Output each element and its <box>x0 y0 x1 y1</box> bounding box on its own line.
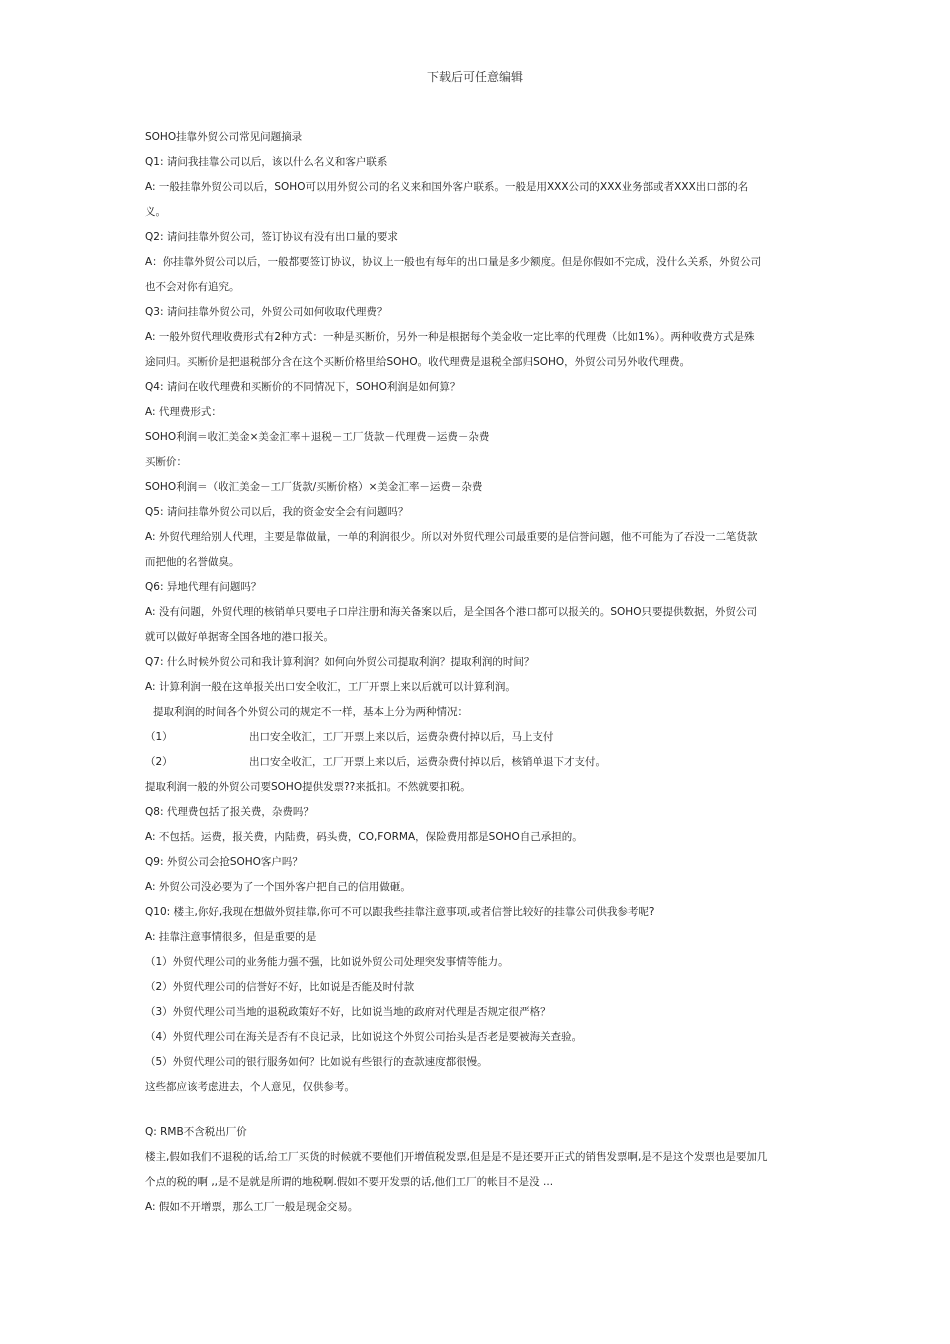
question-8: Q8: 代理费包括了报关费，杂费吗？ <box>145 806 314 818</box>
answer-4-line-3: 买断价： <box>145 456 187 468</box>
question-6: Q6: 异地代理有问题吗？ <box>145 581 262 593</box>
answer-10-point-2: （2）外贸代理公司的信誉好不好，比如说是否能及时付款 <box>145 981 415 993</box>
answer-8: A: 不包括。运费，报关费，内陆费，码头费，CO,FORMA，保险费用都是SOHO自己承担的。 <box>145 831 583 843</box>
document-body <box>145 128 809 1223</box>
answer-3-line-1: A: 一般外贸代理收费形式有2种方式：一种是买断价，另外一种是根据每个美金收一定比率的代理费（比如1%）。两种收费方式是殊 <box>145 331 755 343</box>
answer-4-line-1: A: 代理费形式： <box>145 406 222 418</box>
question-5: Q5: 请问挂靠外贸公司以后，我的资金安全会有问题吗？ <box>145 506 409 518</box>
answer-7-case-2 <box>145 753 809 778</box>
case-2-number: （2） <box>145 756 173 768</box>
answer-10-closing: 这些都应该考虑进去，个人意见，仅供参考。 <box>145 1081 355 1093</box>
answer-6-line-1: A: 没有问题，外贸代理的核销单只要电子口岸注册和海关备案以后，是全国各个港口都可以报关的。SOHO只要提供数据，外贸公司 <box>145 606 757 618</box>
answer-7-line-5: 提取利润一般的外贸公司要SOHO提供发票??来抵扣。不然就要扣税。 <box>145 781 471 793</box>
blank-line <box>145 1103 809 1123</box>
case-2-text: 出口安全收汇，工厂开票上来以后，运费杂费付掉以后，核销单退下才支付。 <box>249 756 606 768</box>
answer-1-line-2: 义。 <box>145 206 166 218</box>
case-1-text: 出口安全收汇，工厂开票上来以后，运费杂费付掉以后，马上支付 <box>249 731 554 743</box>
answer-10-point-4: （4）外贸代理公司在海关是否有不良记录，比如说这个外贸公司抬头是否老是要被海关查验。 <box>145 1031 583 1043</box>
answer-10-point-5: （5）外贸代理公司的银行服务如何？比如说有些银行的查款速度都很慢。 <box>145 1056 488 1068</box>
page-header: 下载后可任意编辑 <box>426 70 523 84</box>
doc-title: SOHO挂靠外贸公司常见问题摘录 <box>145 131 303 143</box>
question-1: Q1: 请问我挂靠公司以后，该以什么名义和客户联系 <box>145 156 388 168</box>
question-2: Q2: 请问挂靠外贸公司，签订协议有没有出口量的要求 <box>145 231 398 243</box>
answer-9: A: 外贸公司没必要为了一个国外客户把自己的信用做砸。 <box>145 881 411 893</box>
question-9: Q9: 外贸公司会抢SOHO客户吗？ <box>145 856 303 868</box>
question-10: Q10: 楼主,你好,我现在想做外贸挂靠,你可不可以跟我些挂靠注意事项,或者信誉比较好的挂靠公司供我参考呢? <box>145 906 655 918</box>
answer-10-intro: A: 挂靠注意事情很多，但是重要的是 <box>145 931 317 943</box>
answer-5-line-1: A: 外贸代理给别人代理，主要是靠做量，一单的利润很少。所以对外贸代理公司最重要的是信誉问题，他不可能为了吞没一二笔货款 <box>145 531 758 543</box>
question-rmb-body-2: 个点的税的啊 ,,是不是就是所谓的地税啊.假如不要开发票的话,他们工厂的帐目不是没 ... <box>145 1176 554 1188</box>
answer-10-point-3: （3）外贸代理公司当地的退税政策好不好，比如说当地的政府对代理是否规定很严格？ <box>145 1006 551 1018</box>
question-4: Q4: 请问在收代理费和买断价的不同情况下，SOHO利润是如何算？ <box>145 381 461 393</box>
answer-7-line-2: 提取利润的时间各个外贸公司的规定不一样，基本上分为两种情况： <box>153 706 468 718</box>
answer-4-formula-1: SOHO利润＝收汇美金×美金汇率＋退税－工厂货款－代理费－运费－杂费 <box>145 431 490 443</box>
question-rmb-body-1: 楼主,假如我们不退税的话,给工厂买货的时候就不要他们开增值税发票,但是是不是还要开正式的销售发票啊,是不是这个发票也是要加几 <box>145 1151 768 1163</box>
answer-2-line-1: A：你挂靠外贸公司以后，一般都要签订协议，协议上一般也有每年的出口量是多少额度。但是你假如不完成，没什么关系，外贸公司 <box>145 256 762 268</box>
answer-7-case-1 <box>145 728 809 753</box>
answer-10-point-1: （1）外贸代理公司的业务能力强不强，比如说外贸公司处理突发事情等能力。 <box>145 956 509 968</box>
question-3: Q3: 请问挂靠外贸公司，外贸公司如何收取代理费？ <box>145 306 388 318</box>
answer-7-line-1: A: 计算利润一般在这单报关出口安全收汇，工厂开票上来以后就可以计算利润。 <box>145 681 516 693</box>
answer-5-line-2: 而把他的名誉做臭。 <box>145 556 240 568</box>
answer-rmb: A: 假如不开增票，那么工厂一般是现金交易。 <box>145 1201 359 1213</box>
question-rmb: Q: RMB不含税出厂价 <box>145 1126 247 1138</box>
case-1-number: （1） <box>145 731 173 743</box>
answer-6-line-2: 就可以做好单据寄全国各地的港口报关。 <box>145 631 334 643</box>
question-7: Q7: 什么时候外贸公司和我计算利润？如何向外贸公司提取利润？提取利润的时间？ <box>145 656 535 668</box>
answer-2-line-2: 也不会对你有追究。 <box>145 281 240 293</box>
answer-3-line-2: 途同归。买断价是把退税部分含在这个买断价格里给SOHO。收代理费是退税全部归SOHO，外贸公司另外收代理费。 <box>145 356 691 368</box>
answer-4-formula-2: SOHO利润＝（收汇美金－工厂货款/买断价格）×美金汇率－运费－杂费 <box>145 481 483 493</box>
answer-1-line-1: A: 一般挂靠外贸公司以后，SOHO可以用外贸公司的名义来和国外客户联系。一般是用XXX公司的XXX业务部或者XXX出口部的名 <box>145 181 749 193</box>
